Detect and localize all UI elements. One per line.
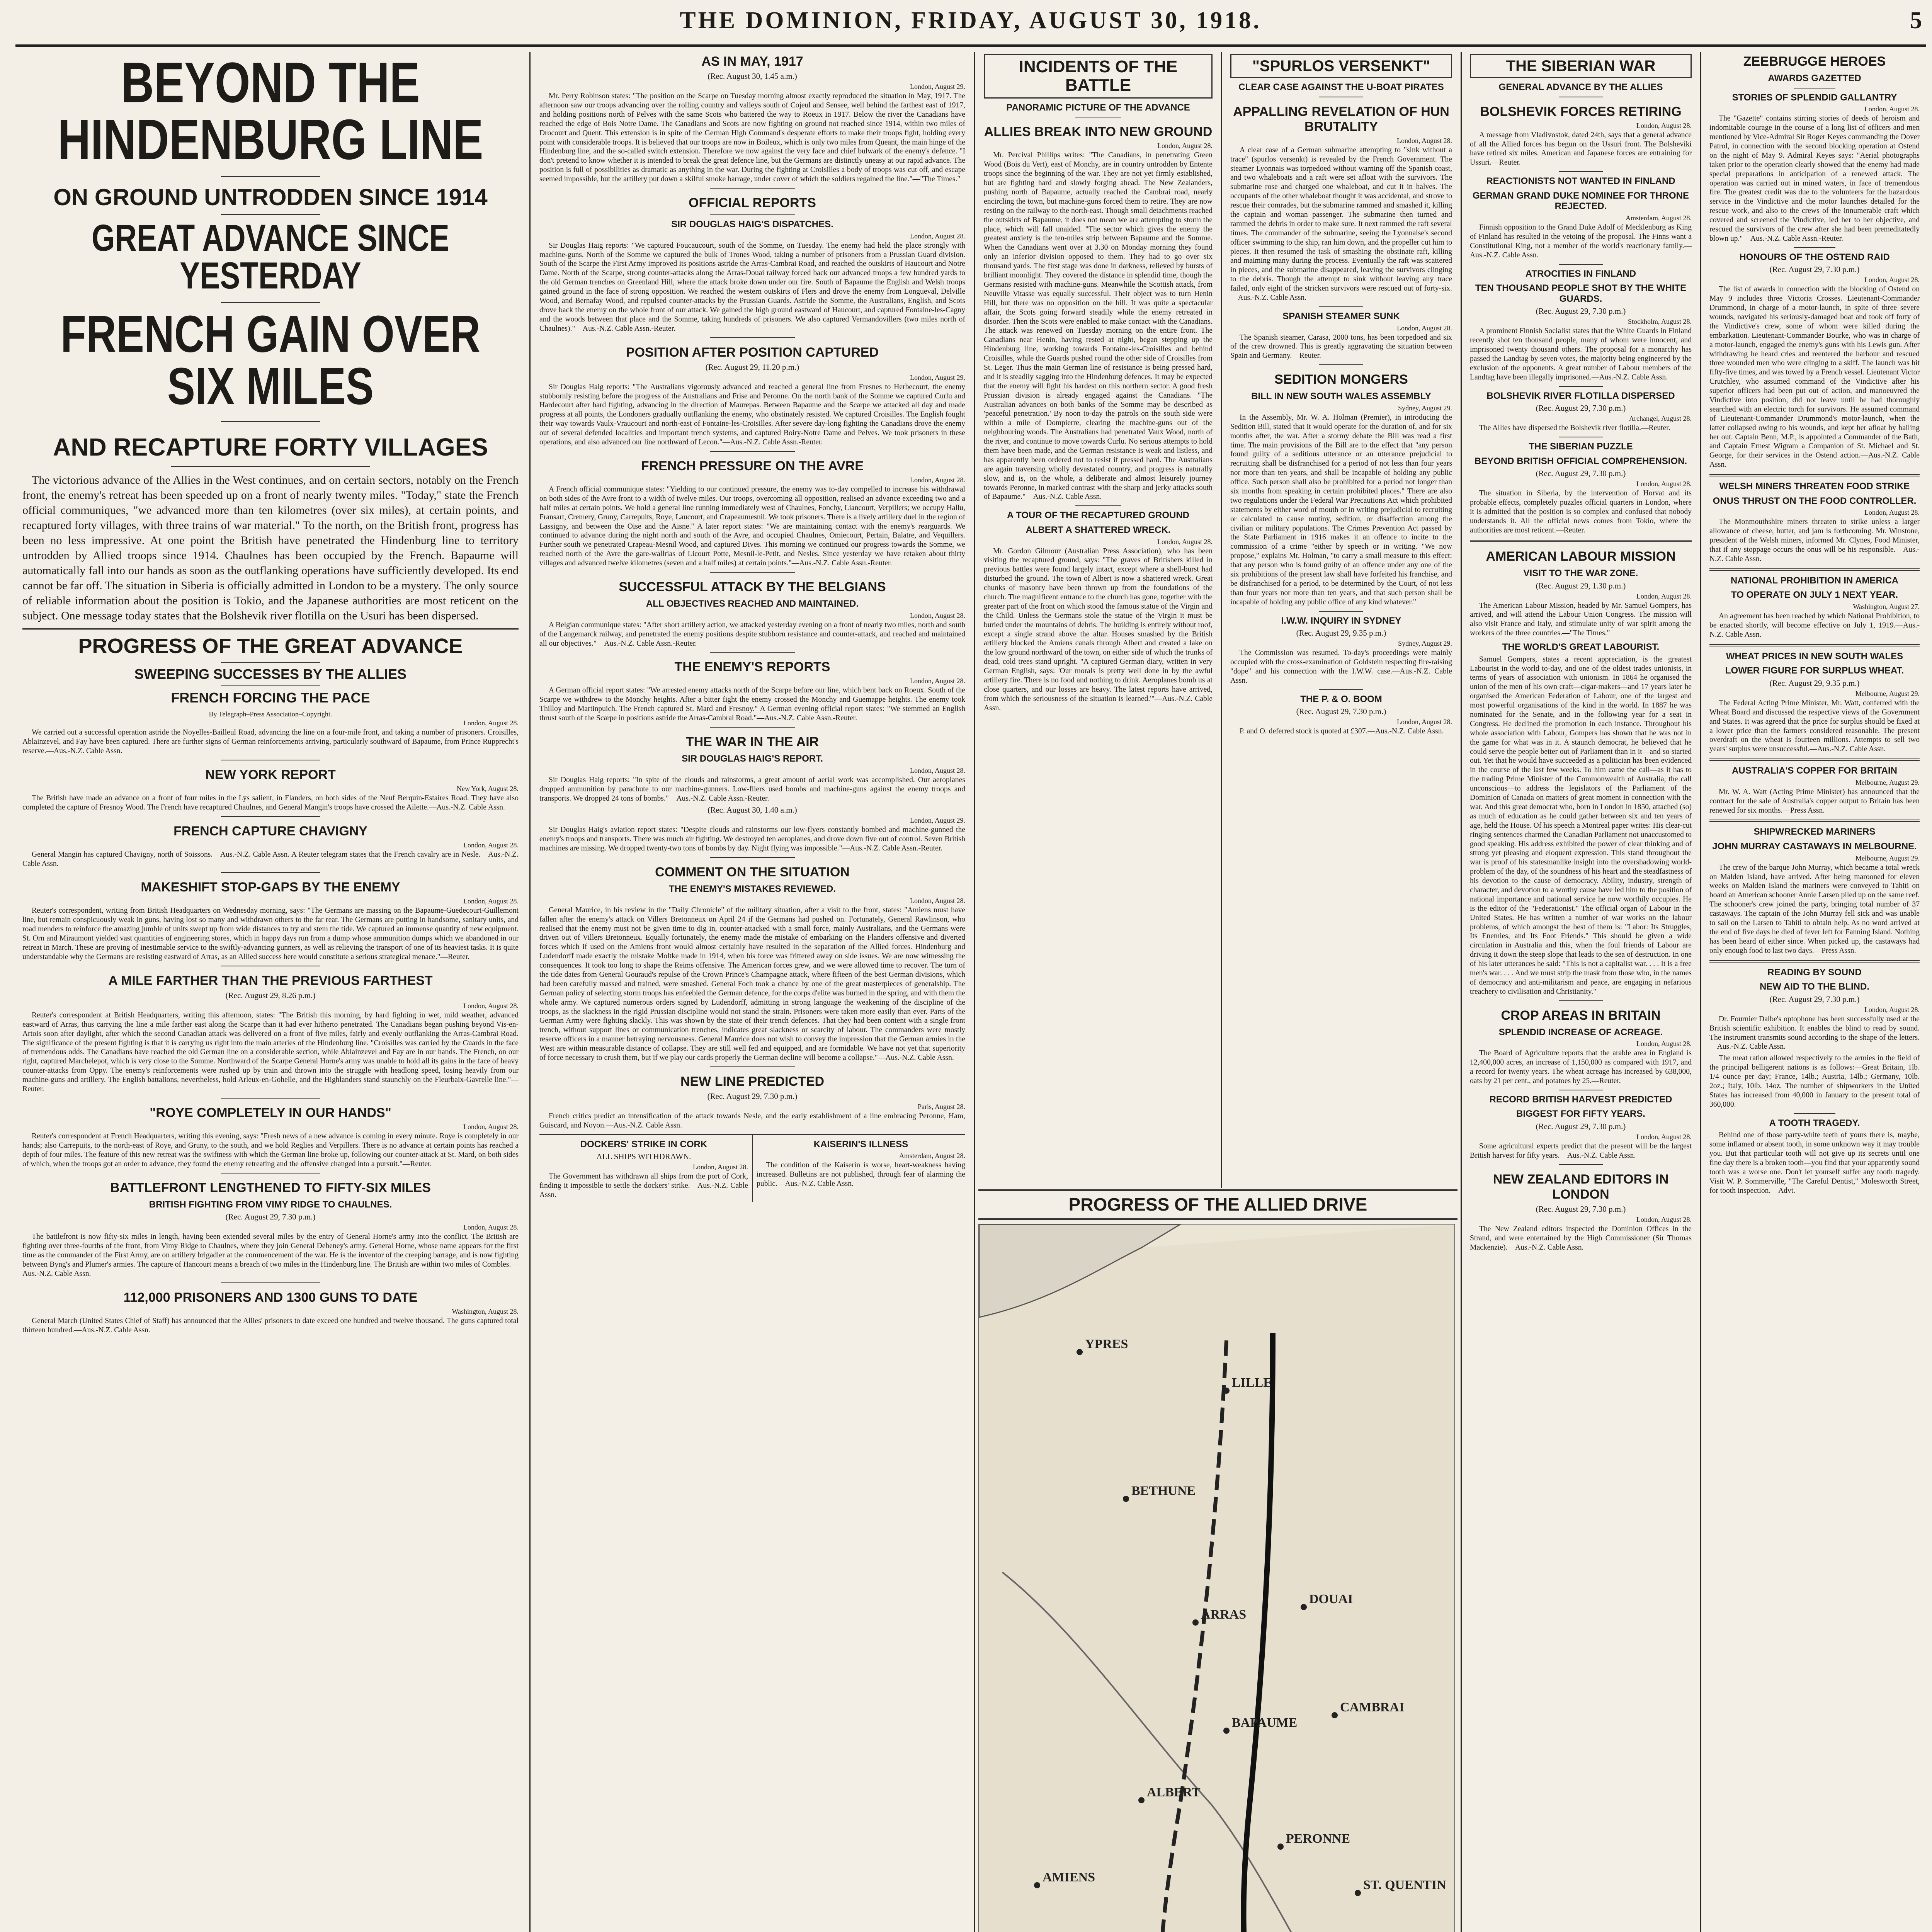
article-headline: DOCKERS' STRIKE IN CORK: [580, 1139, 707, 1150]
dateline: London, August 29.: [910, 373, 965, 381]
article-text: A German official report states: "We arrested enemy attacks north of the Scarpe before our line, which bent back on Roeux. South of the Scarpe we withdrew to the Monchy heights. After a bitter fight the enemy crossed the Monchy and Guemappe heights. The enemy took Thilloy and Martinpuich. The French captured St. Mard and Fresnoy." A German evening official report states: "We stemmed an English thrust south of the Scarpe in positions astride the Arras-Cambrai Road."—Aus.-N.Z. Cable Assn.-Reuter.: [539, 686, 965, 723]
article-headline: AUSTRALIA'S COPPER FOR BRITAIN: [1732, 765, 1897, 776]
received-time: (Rec. August 29, 7.30 p.m.): [225, 1212, 316, 1222]
divider: [1794, 1113, 1836, 1114]
article-subhead: BEYOND BRITISH OFFICIAL COMPREHENSION.: [1474, 456, 1687, 466]
divider: [221, 214, 320, 215]
divider: [1319, 611, 1364, 612]
article-text: A Belgian communique states: "After short artillery action, we attacked yesterday evening on a front of nearly two miles, north and south of the Langemarck railway, and penetrated the enemy positions despite stubborn resistance and counter-attack, and reached and maintained all our objectives."—Aus.-N.Z. Cable Assn.-Reuter.: [539, 621, 965, 648]
article-text: The American Labour Mission, headed by Mr. Samuel Gompers, has arrived, and will attend the Labour Union Congress. The mission will also visit France and Italy, and stimulate unity of war spirit among the workers of the three countries.—"The Times.": [1470, 601, 1692, 638]
column-rule: [1221, 52, 1222, 1188]
header-box: [984, 54, 1213, 99]
article-headline: BOLSHEVIK RIVER FLOTILLA DISPERSED: [1486, 390, 1675, 401]
divider: [221, 816, 320, 817]
town-marker: [1138, 1797, 1145, 1803]
article-headline: FRENCH PRESSURE ON THE AVRE: [641, 458, 864, 473]
article-text: The Government has withdrawn all ships from the port of Cork, finding it impossible to settle the dockers' strike.—Aus.-N.Z. Cable Assn.: [539, 1172, 748, 1199]
article-text: A prominent Finnish Socialist states that the White Guards in Finland recently shot ten thousand people, many of whom were innocent, and imprisoned twenty thousand others. The proposal for a monarchy has passed the Landtag by seven votes, the majority being engineered by the exclusion of the opponents. A great number of Labour members of the Landtag have been illegally imprisoned.—Aus.-N.Z. Cable Assn.: [1470, 327, 1692, 381]
advertisement-text: Behind one of those party-white teeth of yours there is, maybe, some inflamed or absent tooth, in some unknown way it may trouble you. But that particular tooth will not give up its secrets until one fine day there is a broken tooth—you find that your apparently sound tooth was a worse one. Don't let yourself suffer any tooth tragedy. Visit W. P. Sommerville, "The Careful Dentist," Molesworth Street, for tooth inspection.—Advt.: [1709, 1131, 1920, 1195]
article-subhead: THE ENEMY'S MISTAKES REVIEWED.: [669, 884, 836, 895]
article-text: The battlefront is now fifty-six miles in length, having been extended several miles by the entry of General Horne's army into the conflict. The British are fighting over three-fourths of the front, from Vimy Ridge to Chaulnes, where they join General Debeney's army. General Horne, whose name appears for the first time as the commander of the First Army, are on artillery brigadier at the commencement of the war. He is the inventor of the creeping barrage, and is now fighting between Byng's and Plumer's armies. The capture of Hancourt means a breach of two miles in the Hindenburg line. The British are within two miles of Combles.—Aus.-N.Z. Cable Assn.: [22, 1233, 519, 1278]
received-time: (Rec. August 29, 11.20 p.m.): [705, 362, 799, 372]
town-marker: [1301, 1604, 1307, 1610]
divider: [1709, 474, 1920, 476]
article-text: The Monmouthshire miners threaten to strike unless a larger allowance of cheese, butter, and jam is forthcoming. Mr. Winstone, president of the Welsh miners, informed Mr. Clynes, Food Minister, that if any stoppage occurs the onus will be his responsible.—Aus.-N.Z. Cable Assn.: [1709, 518, 1920, 563]
article-text: The Spanish steamer, Carasa, 2000 tons, has been torpedoed and six of the crew drowned. This is greatly aggravating the situation between Spain and Germany.—Reuter.: [1230, 333, 1452, 360]
divider: [710, 857, 795, 858]
dateline: London, August 28.: [1636, 1040, 1692, 1048]
article-text: The "Gazette" contains stirring stories of deeds of heroism and indomitable courage in the course of a long list of officers and men mentioned by Vice-Admiral Sir Roger Keyes commanding the Dover Patrol, in connection with the second blocking operation at Ostend on the night of May 9. Admiral Keyes says: "Aerial photographs taken prior to the operation clearly showed that the enemy had made special preparations in anticipation of a renewed attack. The operation was carried out in mined waters, in face of tremendous fire. The greatest credit was due to the volunteers for the hazardous service in the Vindictive and the motor launches detailed for the rescue work, and also to the crews of the innumerable craft which covered and screened the Vindictive, led her to her objective, and rescued the survivors of the crew after she had been premeditatedly blown up."—Aus.-N.Z. Cable Assn.-Reuter.: [1709, 114, 1920, 243]
section-headline: PROGRESS OF THE GREAT ADVANCE: [78, 634, 463, 658]
article-headline: POSITION AFTER POSITION CAPTURED: [626, 345, 879, 360]
dateline: Stockholm, August 28.: [1628, 318, 1692, 326]
dateline: London, August 28.: [1396, 136, 1452, 145]
dateline: London, August 28.: [463, 1123, 519, 1131]
divider: [1559, 264, 1603, 265]
article-text: The Board of Agriculture reports that the arable area in England is 12,400,000 acres, an increase of 1,150,000 as compared with 1917, and a record for twenty years. The wheat acreage has increased by 638,000, oats by 21 per cent., and potatoes by 25.—Reuter.: [1470, 1049, 1692, 1085]
article-headline: AS IN MAY, 1917: [701, 54, 803, 69]
received-time: (Rec. August 29, 7.30 p.m.): [1536, 403, 1626, 413]
town-label: LILLE: [1232, 1375, 1272, 1390]
article-subhead: LOWER FIGURE FOR SURPLUS WHEAT.: [1725, 665, 1904, 676]
divider: [710, 1066, 795, 1067]
article-headline: OFFICIAL REPORTS: [689, 196, 816, 210]
divider: [221, 685, 320, 686]
town-marker: [1034, 1882, 1040, 1888]
article-headline: NEW LINE PREDICTED: [680, 1074, 825, 1089]
article-headline: AMERICAN LABOUR MISSION: [1486, 549, 1676, 564]
article-headline: SPANISH STEAMER SUNK: [1282, 311, 1400, 321]
article-text: Samuel Gompers, states a recent appreciation, is the greatest Labourist in the world to-day, and one of the oldest trades unionists, in terms of years of association with unionism. In 1864 he organised the union of the men of his own craft—cigar-makers—and 17 years later he organised the American Federation of Labour, one of the largest and most powerful organisations of the kind in the world. In 1887 he was nominated for the Senate, and in the following year for a seat in Congress. He declined the promotion in each instance. Throughout his whole association with Labour, Gompers has shown that he was not in the game for what was in it. A staunch democrat, he believed that he could serve the people better out of Parliament than in it—and so started out. Yet that he would have succeeded as a politician has been evidenced in the course of the last few weeks. To him came the call—as it has to the trading Prime Minister of the Commonwealth of Australia, the call unconscious—to address the legislators of the Parliament of the Dominion of Canada on matters of great moment in connection with the war. And this great democrat who, born in London in 1850, attached (so) as much of education as he could gather between six and ten years of age, held the House. Of his speech a Montreal paper writes: His clear-cut ringing sentences charmed the Canadian Parliament not unaccustomed to good speaking. His address exhibited the power of clear thinking and of strong yet pleasing and eloquent expression. This stand throughout the war is proof of his statesmanlike insight into the overshadowing world-problem of the day, of the soundness of his heart and the steadfastness of his devotion to the cause of democracy. Ability, industry, strength of character, and devotion to a worthy cause have led him to the position of national importance and national service he now worthily occupies. He is the editor of the "Federationist." The official organ of Labour in the United States. He has written a number of war works on the labour problems, of which amongst the best of them is: "Labor: Its Struggles, Its Enemies, and Its Foot Friends." This should be given a wide circulation in Australia and this, when the foul friends of Labour are driving it down the steep slope that leads to the sea of destruction. In one of his later utterances he said: "This is not a capitalist war. . . . It is a free men's war. . . . And we must strip the mask from those who, in the names of democracy and anti-militarism and peace, are engaging in nefarious treachery to civilisation and Christianity.": [1470, 655, 1692, 996]
dateline: London, August 28.: [463, 1223, 519, 1231]
received-time: (Rec. August 29, 9.35 p.m.): [1296, 628, 1386, 638]
dateline: London, August 28.: [1864, 105, 1920, 113]
article-text: Mr. Perry Robinson states: "The position on the Scarpe on Tuesday morning almost exactly reproduced the situation in May, 1917. The afternoon saw our troops advancing over the rolling country and valleys south of Cojeul and Sensee, well behind the farthest east of 1917, and holding positions north of Pelves with the same Scots who battered the way to Roeux in 1917. Below the river the Canadians have reached the edge of Bois Notre Dame. The Canadians and Scots are now fighting on ground not reached since 1914, within two miles of Drocourt and Quent. This extension is in spite of the German High Command's desperate efforts to make their troops fight, holding every point with considerable troops. It is believed that our troops are now in Boileux, which is only two miles from Queant, the main hinge of the Hindenburg line, and the so-called switch extension. Therefore we now against the very face and chief bulwark of the enemy's defence. "I don't pretend to know whether it is intended to break the great defence line, but the Germans are distinctly uneasy at our rapid advance. The position is full of possibilities as dramatic as anything in the war. During the fighting at Croisilles a body of troops was cut off, and escape seemed impossible, but the artillery put down a skilful smoke barrage, under cover of which the soldiers regained the line."—"The Times.": [539, 92, 965, 184]
article-headline: NEW YORK REPORT: [205, 767, 336, 782]
dateline: London, August 28.: [692, 1163, 748, 1171]
dateline: London, August 28.: [1157, 142, 1213, 150]
town-marker: [1223, 1728, 1230, 1734]
map-terrain: [979, 1225, 1454, 1932]
divider: [221, 662, 320, 663]
divider: [221, 1282, 320, 1283]
article-subhead: JOHN MURRAY CASTAWAYS IN MELBOURNE.: [1712, 841, 1917, 852]
bottom-split: [539, 1134, 965, 1202]
received-time: (Rec. August 29, 7.30 p.m.): [1536, 1204, 1626, 1214]
town-label: AMIENS: [1043, 1870, 1095, 1884]
dateline: London, August 28.: [463, 1002, 519, 1010]
kaiserin-article: [753, 1135, 965, 1202]
article-text: Mr. W. A. Watt (Acting Prime Minister) has announced that the contract for the sale of Australia's copper output to Britain has been renewed for six months.—Press Assn.: [1709, 787, 1920, 815]
article-text: Finnish opposition to the Grand Duke Adolf of Mecklenburg as King of Finland has resulted in the vetoing of the proposal. The Finns want a Constitutional King, not a member of the world's reactionary family.—Aus.-N.Z. Cable Assn.: [1470, 223, 1692, 259]
article-headline: CROP AREAS IN BRITAIN: [1501, 1008, 1661, 1023]
column-rule: [529, 52, 531, 1932]
dateline: London, August 28.: [1636, 1216, 1692, 1224]
divider: [710, 337, 795, 338]
article-text: Reuter's correspondent at British Headquarters, writing this afternoon, states: "The British this morning, by hard fighting in wet, mild weather, advanced eastward of Arras, thus carrying the line a mile farther east along the Scarpe than it had ever hitherto penetrated. The Canadians began pushing beyond Vis-en-Artois soon after daylight, after which the second Canadian attack was delivered on a front of five miles, fairly and evenly outflanking the Arras-Cambrai Road. The significance of the present fighting is that it is carrying us right into the main arteries of the Hindenburg line. "Croisilles was carried by the Guards in the face of tremendous odds. The Canadians have reached the old German line on a considerable section, while Ablainzevel and Fay are in our hands. The French, on our right, captured Marchelepot, which is very close to the Somme. Northward of the Scarpe General Horne's army was unable to hold all its gains in the face of heavy counter-attacks from Oppy. The enemy's reinforcements were rushed up by train and thrown into the struggle with headlong speed, losing heavily from our machine-guns and artillery. The English battalions, nevertheless, hold Arleux-en-Gohelle, and the Highlanders stand staunchly on the Fleurbaix-Gavrelle line."—Reuter.: [22, 1011, 519, 1094]
article-headline: FRENCH CAPTURE CHAVIGNY: [173, 823, 367, 838]
received-time: (Rec. August 29, 7.30 p.m.): [707, 1092, 798, 1101]
article-subhead: BRITISH FIGHTING FROM VIMY RIDGE TO CHAULNES.: [149, 1199, 392, 1210]
divider: [1709, 960, 1920, 963]
lead-paragraph: [22, 473, 519, 623]
dateline: London, August 28.: [1396, 324, 1452, 332]
article-text: General Maurice, in his review in the "Daily Chronicle" of the military situation, after a visit to the front, states: "Amiens must have fallen after the enemy's attack on Villers Bretonneux on April 24 if the Germans had pushed on. Fortunately, General Rawlinson, who realised that the enemy must not be given time to dig in, counter-attacked with a small force, mainly Australians, and the Germans were driven out of Villers Bretonneux. Equally fortunately, the enemy made the mistake of embarking on the Flanders offensive and diverted forces which if used on the Amiens front would almost certainly have resulted in the separation of the Allied forces. Hindenburg and Ludendorff made exactly the mistake Moltke made in 1914, when his force was frittered away on side issues. We are now witnessing the consequences. It took too long to shape the Reims offensive. The American forces grew, and we were allowed time to recover. The turn of the tide dates from General Gouraud's repulse of the Crown Prince's Champagne attack, where fifteen of the best German divisions, which had been carefully massed and trained, were smashed. General Foch took a chance by one of the great masterpieces of generalship. The German policy of selecting storm troops has enfeebled the German defence, for the corps d'elite was burned in the spring, and with them the whole army. We captured numerous orders signed by Ludendorff, admitting in strong language the weakening of the discipline of the troops, as the slackness in the rigid Prussian discipline would not stand the strain. Prisoners were taken more easily than ever. Parts of the German Army were fighting slackly. This was shown by the state of their trench defences. That they had been content with a single front trench, without support lines or communication trenches, indicates great slackness or scarcity of labour. The commanders were mostly reserve officers in a manner betraying nervousness. General Maurice does not wish to convey the impression that the German armies in the West are within measurable distance of collapse. They are still well fed and equipped, and are formidable. We have not yet that superiority of force necessary to crush them, but if we play our cards properly the German decline will become a collapse."—Aus.-N.Z. Cable Assn.: [539, 906, 965, 1062]
dateline: London, August 28.: [463, 841, 519, 849]
article-subhead: TO OPERATE ON JULY 1 NEXT YEAR.: [1731, 590, 1898, 600]
article-text: A French official communique states: "Yielding to our continued pressure, the enemy was to-day compelled to increase his withdrawal on both sides of the Avre front to a width of twelve miles. Our troops, overcoming all opposition, realised an advance exceeding two and a half miles at certain points. We hold a general line running immediately west of Chaulnes, Fonchy, Liancourt, Verpillers; we occupy Hallu, Fransart, Cremery, Gruny, Carrepuits, Roye, Laucourt, and Crapeaumesnil. We took prisoners. There is a lively artillery duel in the region of Lassigny, and between the Oise and the Aisne." A later report states: "We are maintaining contact with the enemy's rearguards. We continued to advance during the night north and south of the Avre, and occupied Chaulnes, Omiecourt, Pertain, Balatre, and Vequillers. Further south we penetrated Crapeau-Mesnil Wood, and captured Dives. This morning we continued our progress towards the Somme, we reached north of the Avre the gare-wallrias of Licourt Potte, Mesnil-le-Petit, and Nesles. Since yesterday we have retaken about thirty villages and advanced twelve kilometres (seven and a half miles) at certain points."—Aus.-N.Z. Cable Assn.-Reuter.: [539, 485, 965, 568]
article-headline: THE SIBERIAN PUZZLE: [1529, 441, 1633, 452]
divider: [710, 214, 795, 215]
town-marker: [1077, 1349, 1083, 1355]
article-subhead: STORIES OF SPLENDID GALLANTRY: [1732, 92, 1897, 103]
dateline: London, August 28.: [910, 611, 965, 619]
article-headline: THE WAR IN THE AIR: [685, 735, 819, 750]
received-time: (Rec. August 29, 8.26 p.m.): [225, 990, 316, 1000]
article-text: A message from Vladivostok, dated 24th, says that a general advance of all the Allied forces has begun on the Ussuri front. The Bolsheviki have retired six miles. American and Japanese forces are entraining for Ussuri.—Reuter.: [1470, 131, 1692, 167]
article-text: A clear case of a German submarine attempting to "sink without a trace" (spurlos versenkt) is revealed by the French Government. The steamer Lyonnais was torpedoed without warning off the Spanish coast, and two whaleboats and a raft were set afloat with the survivors. The submarine rose and charged one whaleboat, and cut it in halves. The occupants of the other whaleboat thought it was accidental, and strove to rescue their comrades, but the submarine rammed and smashed it, killing the captain and woman passenger. The submarine then turned and rammed the debris in order to make sure. It next rammed the raft several times. The commander of the submarine, seeing the Lyonnaise's second officer swimming to the ship, ran him down, and the propeller cut him to pieces. It then resumed the task of smashing the obstinate raft, killing and maiming many during the process. Eventually the raft was scattered in pieces, and the submarine disappeared, leaving the survivors clinging to the debris. Though the attempt to sink without leaving any trace failed, only eight of the stricken survivors were rescued out of forty-six.—Aus.-N.Z. Cable Assn.: [1230, 146, 1452, 302]
article-headline: WELSH MINERS THREATEN FOOD STRIKE: [1719, 481, 1910, 492]
article-headline: WHEAT PRICES IN NEW SOUTH WALES: [1726, 651, 1903, 662]
column-4: [1223, 54, 1459, 1186]
article-text: Some agricultural experts predict that the present will be the largest British harvest for fifty years.—Aus.-N.Z. Cable Assn.: [1470, 1142, 1692, 1160]
article-subhead: GERMAN GRAND DUKE NOMINEE FOR THRONE REJECTED.: [1472, 190, 1689, 212]
article-subhead: ALL SHIPS WITHDRAWN.: [596, 1152, 691, 1162]
article-subhead: ONUS THRUST ON THE FOOD CONTROLLER.: [1713, 495, 1917, 506]
received-time: (Rec. August 29, 7.30 p.m.): [1769, 994, 1860, 1004]
article-text: Sir Douglas Haig reports: "We captured Foucaucourt, south of the Somme, on Tuesday. The enemy had held the place strongly with machine-guns. North of the Somme we captured the bulk of Trones Wood, taking a number of prisoners from a Prussian Guard division. South of the Scarpe the First Army improved its positions astride the Arras-Cambrai Road, and reached the outskirts of Haucourt and Notre Dame. North of the Scarpe, strong counter-attacks along the Arras-Douai railway forced back our advanced troops a few hundred yards to the old German trenches on Greenland Hill, where the attack broke down under our fire. South of Bapaume the English and Welsh troops gained ground in the face of strong opposition. We reached the western outskirts of Flers and drove the enemy from Longueval, Delville Wood, and Bernafay Wood, and repulsed counter-attacks by the Prussian Guards. Astride the Somme, the Australians, English, and Scots drove back the enemy on the whole front of our attack. We gained the high ground eastward of Haucourt, and captured Fontaine-les-Cagny and the woods between that place and the Somme, taking hundreds of prisoners. We also captured Vermandovillers (two miles north of Chaulnes)."—Aus.-N.Z. Cable Assn.-Reuter.: [539, 241, 965, 333]
column-1: [15, 54, 526, 1932]
divider: [710, 188, 795, 189]
article-subhead: SIR DOUGLAS HAIG'S DISPATCHES.: [671, 219, 833, 230]
divider: [1559, 1164, 1603, 1165]
article-headline: A MILE FARTHER THAN THE PREVIOUS FARTHEST: [108, 973, 433, 988]
headline-2: ON GROUND UNTRODDEN SINCE 1914: [53, 184, 488, 210]
headline-3: GREAT ADVANCE SINCE YESTERDAY: [92, 216, 449, 297]
article-text: The Allies have dispersed the Bolshevik river flotilla.—Reuter.: [1479, 424, 1670, 432]
divider: [1559, 386, 1603, 387]
received-time: (Rec. August 29, 7.30 p.m.): [1769, 265, 1860, 274]
divider: [171, 466, 370, 467]
town-marker: [1332, 1712, 1338, 1718]
dateline: London, August 28.: [1636, 592, 1692, 600]
subhead: SWEEPING SUCCESSES BY THE ALLIES: [134, 666, 407, 682]
article-subhead: SIR DOUGLAS HAIG'S REPORT.: [682, 753, 823, 764]
map-block: [978, 1189, 1458, 1932]
article-subhead: BOLSHEVIK FORCES RETIRING: [1480, 104, 1682, 119]
article-text: The Federal Acting Prime Minister, Mr. Watt, conferred with the Wheat Board and discussed the respective views of the Government and States. It was agreed that the price for surplus should be fixed at a lower price than the farmers considered reasonable. The present overdraft on the wheat is fourteen millions. Attempts to sell two years' surplus were unsuccessful.—Aus.-N.Z. Cable Assn.: [1709, 699, 1920, 753]
article-headline: BATTLEFRONT LENGTHENED TO FIFTY-SIX MILES: [110, 1180, 431, 1195]
received-time: (Rec. August 29, 7.30 p.m.): [1536, 306, 1626, 316]
dateline: New York, August 28.: [456, 784, 519, 793]
article-headline: SEDITION MONGERS: [1274, 372, 1408, 387]
divider: [1709, 820, 1920, 822]
dateline: London, August 28.: [463, 897, 519, 905]
town-marker: [1123, 1496, 1129, 1502]
article-text: An agreement has been reached by which National Prohibition, to be enacted shortly, will become effective on July 1, 1919.—Aus.-N.Z. Cable Assn.: [1709, 612, 1920, 639]
column-5: [1463, 54, 1699, 1932]
town-marker: [1355, 1890, 1361, 1896]
dockers-article: [539, 1135, 753, 1202]
divider: [710, 727, 795, 728]
dateline: London, August 28.: [1636, 121, 1692, 129]
dateline: Sydney, August 29.: [1398, 404, 1452, 412]
article-text: French critics predict an intensification of the attack towards Nesle, and the early establishment of a line embracing Peronne, Ham, Guiscard, and Noyon.—Aus.-N.Z. Cable Assn.: [539, 1112, 965, 1129]
article-headline: RECORD BRITISH HARVEST PREDICTED: [1489, 1094, 1672, 1105]
article-headline: THE ENEMY'S REPORTS: [674, 660, 830, 675]
dateline: London, August 28.: [910, 677, 965, 685]
article-text: The British have made an advance on a front of four miles in the Lys salient, in Flanders, on both sides of the Neuf Berquin-Estaires Road. They have also completed the capture of Fresnoy Wood. The French have recaptured Chaulnes, and General Mangin's troops have crossed the Ailette.—Aus.-N.Z. Cable Assn.: [22, 794, 519, 811]
map-title-bar: [978, 1189, 1458, 1220]
article-subhead: APPALLING REVELATION OF HUN BRUTALITY: [1233, 104, 1449, 134]
article-subhead: SPLENDID INCREASE OF ACREAGE.: [1498, 1027, 1663, 1037]
divider: [1319, 364, 1364, 365]
divider: [221, 302, 320, 303]
received-time: (Rec. August 30, 1.45 a.m.): [707, 71, 797, 81]
town-label: DOUAI: [1309, 1592, 1353, 1606]
dateline: London, August 28.: [1636, 480, 1692, 488]
divider: [1709, 644, 1920, 646]
headline-4: FRENCH GAIN OVER SIX MILES: [60, 304, 481, 415]
divider: [1794, 247, 1836, 248]
divider: [221, 176, 320, 177]
article-text: P. and O. deferred stock is quoted at £307.—Aus.-N.Z. Cable Assn.: [1240, 727, 1444, 736]
dateline: Paris, August 28.: [917, 1103, 965, 1111]
divider: [710, 451, 795, 452]
article-text: We carried out a successful operation astride the Noyelles-Bailleul Road, advancing the line on a four-mile front, and taking a number of prisoners. Croisilles, Ablainzevel, and Fay have been captured. There are further signs of German reinforcements arriving, particularly southward of Bapaume, from Prince Rupprecht's reserve.—Aus.-N.Z. Cable Assn.: [22, 728, 519, 755]
article-headline: SHIPWRECKED MARINERS: [1753, 827, 1876, 837]
column-rule: [974, 52, 975, 1932]
town-label: PERONNE: [1286, 1831, 1350, 1846]
dateline: London, August 29.: [910, 83, 965, 91]
article-text: In the Assembly, Mr. W. A. Holman (Premier), in introducing the Sedition Bill, stated that it would operate for the duration of, and for six months after, the war. After a stormy debate the Bill was read a first time. The main provisions of the Bill are to the effect that "any person found guilty of a seditious utterance or an utterance prejudicial to recruiting shall be disfranchised for a period of not less than four years nor more than ten years, and shall be incapable of holding any public office. Such person shall also be prohibited for a period not longer than six months from speaking in certain prohibited places." There are also two regulations under the Federal War Precautions Act which prohibited statements by either word of mouth or in writing prejudicial to recruiting or calculated to cause mutiny, sedition, or disaffection among the civilian or military populations. The Crimes Prevention Act passed by the State Parliament in 1916 makes it an offence to incite to the commission of a crime "either by speech or in writing. "We now propose," explains Mr. Holman, "to carry a small measure to this effect: that any person who is found guilty of an offence under any one of the six prohibitions of the present law shall have forfeited his franchise, and be disfranchised for a period, to be determined by the Court, of not less than four years nor more than ten years, and that such person shall be incapable of holding any public office of any kind whatever.": [1230, 413, 1452, 606]
article-text: The list of awards in connection with the blocking of Ostend on May 9 includes three Victoria Crosses. Lieutenant-Commander Drummond, in charge of a motor-launch, in spite of three severe wounds, navigated his seriously-damaged boat and took off forty of the Vindictive's crew, some of whom were killed during the embarkation. Lieutenant-Commander Bourke, who was in charge of a motor-launch, engaged the enemy's guns with his Lewis gun. After withdrawing he heard cries and reentered the harbour and rescued three wounded men who were clinging to a skiff. The launch was hit fifty-five times, and was towed by a French vessel. Lieutenant Victor Crutchley, who assumed command of the Vindictive after his superior officers had been put out of action, and manoeuvred the Vindictive into position, did not leave until he had thoroughly searched with an electric torch for survivors. He assumed command of Lieutenant-Commander Drummond's motor-launch, when the latter collapsed owing to his wounds, and kept her afloat by bailing her out. Captain Benn, M.P., is appointed a Commander of the Bath, and Captain Ernest Wigram a Companion of St. Michael and St. George, for their services in the Ostend action.—Aus.-N.Z. Cable Assn.: [1709, 285, 1920, 469]
article-text: Dr. Fournier Dalbe's optophone has been successfully used at the British scientific exhibition. It enables the blind to read by sound. The instrument transmits sound according to the shape of the letters.—Aus.-N.Z. Cable Assn.: [1709, 1015, 1920, 1051]
received-time: (Rec. August 29, 9.35 p.m.): [1769, 678, 1860, 688]
article-headline: 112,000 PRISONERS AND 1300 GUNS TO DATE: [123, 1290, 418, 1305]
masthead: [15, 0, 1926, 47]
article-subhead: ALL OBJECTIVES REACHED AND MAINTAINED.: [646, 599, 859, 609]
town-label: CAMBRAI: [1340, 1700, 1405, 1714]
allied-drive-map: [978, 1224, 1455, 1932]
article-headline: NATIONAL PROHIBITION IN AMERICA: [1730, 575, 1899, 586]
dateline: Archangel, August 28.: [1629, 415, 1692, 423]
dateline: London, August 28.: [1864, 276, 1920, 284]
received-time: (Rec. August 29, 7.30 p.m.): [1536, 1122, 1626, 1131]
article-headline: "ROYE COMPLETELY IN OUR HANDS": [150, 1105, 391, 1120]
town-marker: [1192, 1619, 1199, 1626]
page-number: 5: [1910, 7, 1922, 34]
article-text: General March (United States Chief of Staff) has announced that the Allies' prisoners to date exceed one hundred and twelve thousand. The guns captured total thirteen hundred.—Aus.-N.Z. Cable Assn.: [22, 1316, 519, 1334]
article-headline: KAISERIN'S ILLNESS: [813, 1139, 908, 1150]
land-mass: [979, 1225, 1454, 1932]
lead-text: The victorious advance of the Allies in the West continues, and on certain sectors, notably on the French front, the enemy's retreat has been speeded up on a front of nearly twenty miles. "Today," state the French official communiques, "we advanced more than ten kilometres (over six miles), at certain points, and recaptured forty villages, with three trains of war material." To the north, on the British front, progress has been no less impressive. At one point the British have penetrated the Hindenburg line to territory untrodden by Allied troops since 1914. Chaulnes has been occupied by the French. Bapaume will automatically fall into our hands as soon as the outflanking operations have sufficiently developed. Its end cannot be far off. The situation in Siberia is officially admitted in London to be a mystery. The only source of reliable information about the position is Tokio, and the Japanese authorities are most reticent on the subject. One message today states that the Bolshevik river flotilla on the Usuri has been dispersed.: [22, 474, 519, 622]
map-title: PROGRESS OF THE ALLIED DRIVE: [1068, 1194, 1367, 1214]
divider: [1075, 505, 1121, 506]
divider: [1319, 306, 1364, 307]
article-headline: "SPURLOS VERSENKT": [1252, 58, 1430, 75]
dateline: London, August 28.: [910, 476, 965, 484]
article-text: The Commission was resumed. To-day's proceedings were mainly occupied with the cross-examination of Goldstein respecting fire-raising "dope" and his connection with the I.W.W. case.—Aus.-N.Z. Cable Assn.: [1230, 649, 1452, 685]
article-subhead: CLEAR CASE AGAINST THE U-BOAT PIRATES: [1238, 82, 1444, 92]
headline-5: AND RECAPTURE FORTY VILLAGES: [53, 433, 488, 461]
article-headline: A TOOTH TRAGEDY.: [1769, 1117, 1860, 1128]
dateline: Melbourne, August 29.: [1855, 689, 1920, 697]
article-text: Sir Douglas Haig's aviation report states: "Despite clouds and rainstorms our low-flyers constantly bombed and machine-gunned the enemy's troops and transports. There was much air fighting. We destroyed ten aeroplanes, and drove down five out of control. Seven British machines are missing. We dropped twenty-two tons of bombs by day. Night flying was impossible."—Aus.-N.Z. Cable Assn.-Reuter.: [539, 826, 965, 853]
column-rule: [1461, 52, 1462, 1932]
town-label: YPRES: [1085, 1337, 1128, 1351]
dateline: London, August 28.: [1396, 718, 1452, 726]
byline: By Telegraph–Press Association–Copyright.: [209, 710, 332, 718]
article-subhead: ALBERT A SHATTERED WRECK.: [1026, 524, 1171, 535]
article-subhead: VISIT TO THE WAR ZONE.: [1523, 568, 1638, 578]
article-subhead: BILL IN NEW SOUTH WALES ASSEMBLY: [1251, 391, 1431, 402]
article-text: The situation in Siberia, by the intervention of Horvat and its probable effects, completely puzzles official quarters in London, where it is admitted that the position is so complex and confused that nobody understands it. All the official news comes from Tokio, where the authorities are most reticent.—Reuter.: [1470, 489, 1692, 534]
article-subhead: THE WORLD'S GREAT LABOURIST.: [1502, 642, 1660, 653]
article-text: Mr. Gordon Gilmour (Australian Press Association), who has been visiting the recaptured ground, says: "The graves of Britishers killed in previous battles were found largely intact, except where a shell-burst had disturbed the ground. The town of Albert is now a shattered wreck. Great chunks of masonry have been thrown up from the foundations of the church. The magnificent entrance to the church has gone, together with the greater part of the front on which stood the famous statue of the Virgin and the Child. Unless the Germans stole the statue of the Virgin it must be buried under the mountains of debris. The building is entirely without roof, except a single strand above the altar. Houses smashed by the British artillery blocked the Amiens canals through Albert and created a lake on the low ground northward of the town, on either side of which the trunks of dead, cold trees stand upright. "A captured German diary, written in very German English, says: 'Our morals is pretty well done in by the awful artillery fire. There is no food and nothing to drink. Aeroplanes bomb us at close quarters, and our losses are heavy. The latest reports have arrived, from which the seriousness of the situation is learned.'"—Aus.-N.Z. Cable Assn.: [984, 547, 1213, 712]
dateline: London, August 28.: [1864, 1005, 1920, 1014]
dateline: London, August 28.: [910, 896, 965, 905]
dateline: Washington, August 27.: [1853, 602, 1920, 611]
article-text: General Mangin has captured Chavigny, north of Soissons.—Aus.-N.Z. Cable Assn. A Reuter telegram states that the French cavalry are in Nesle.—Aus.-N.Z. Cable Assn.: [22, 850, 519, 868]
article-subhead: AWARDS GAZETTED: [1768, 73, 1861, 84]
column-rule: [1700, 52, 1701, 1932]
article-headline: NEW ZEALAND EDITORS IN LONDON: [1493, 1172, 1669, 1202]
article-headline: HONOURS OF THE OSTEND RAID: [1739, 252, 1890, 262]
article-headline: MAKESHIFT STOP-GAPS BY THE ENEMY: [141, 880, 400, 895]
dateline: Melbourne, August 29.: [1855, 778, 1920, 786]
article-headline: READING BY SOUND: [1767, 967, 1862, 978]
dateline: Amsterdam, August 28.: [899, 1152, 965, 1160]
dateline: London, August 29.: [910, 816, 965, 825]
received-time: (Rec. August 29, 7.30 p.m.): [1296, 707, 1386, 716]
column-2: [532, 54, 972, 1932]
article-text: Reuter's correspondent, writing from British Headquarters on Wednesday morning, says: "The Germans are massing on the Bapaume-Guedecourt-Guillemont line, but remain conspicuously weak in guns, having lost so many and withdrawn others to the far rear. The Germans are putting in handsome, sanitary units, and road menders to reinforce the amazing jumble of units swept up from wide distances to try and stem the tide. We captured an immense quantity of new equipment. St. Orn and Miraumont yielded vast quantities of engineering stores, which in happy days run from a dump whose ammunition dumps which we abandoned in our retreat in March. These are proving of inestimable service to the swiftly-advancing gunners, as well as relieving the transport of one of its heaviest tasks. It is quite understandable why the Germans are resisting eastward of Arras, as an Allied success here would constitute a serious strategical menace."—Reuter.: [22, 906, 519, 961]
divider: [1559, 1000, 1603, 1001]
divider: [221, 872, 320, 873]
article-text: Sir Douglas Haig reports: "In spite of the clouds and rainstorms, a great amount of aerial work was accomplished. Our aeroplanes dropped ammunition by parachute to our machine-gunners. Low-fliers used bombs and machine-guns against the enemy troops and transports. We dropped 24 tons of bombs."—Aus.-N.Z. Cable Assn.-Reuter.: [539, 776, 965, 803]
subhead: FRENCH FORCING THE PACE: [171, 690, 370, 706]
dateline: London, August 28.: [463, 719, 519, 727]
town-label: ST. QUENTIN: [1363, 1878, 1446, 1892]
article-headline: A TOUR OF THE RECAPTURED GROUND: [1007, 510, 1189, 521]
divider: [1319, 689, 1364, 690]
received-time: (Rec. August 29, 1.30 p.m.): [1536, 581, 1626, 590]
article-headline: INCIDENTS OF THE BATTLE: [1019, 57, 1178, 95]
divider: [710, 572, 795, 573]
town-label: BAPAUME: [1232, 1715, 1298, 1730]
article-subhead: TEN THOUSAND PEOPLE SHOT BY THE WHITE GUARDS.: [1475, 283, 1687, 304]
article-headline: THE SIBERIAN WAR: [1506, 58, 1656, 75]
article-subhead: NEW AID TO THE BLIND.: [1760, 981, 1869, 992]
column-3: [977, 54, 1219, 1186]
divider: [22, 628, 519, 630]
article-text: Reuter's correspondent at French Headquarters, writing this evening, says: "Fresh news of a new advance is coming in every minute. Roye is completely in our hands; also Carrepuits, to the north-east of Roye, and Gruny, to the south, and we hold Reglies and Verpillers. There is no advance at certain points has reached a depth of four miles. The feature of this new retreat was the swiftness with which the German line broke up, following our counter-attack at St. Mard, on both sides of which, when the troops got an order to advance, they found the enemy retreating and the offensive changed into a pursuit."—Reuter.: [22, 1132, 519, 1168]
article-subhead: GENERAL ADVANCE BY THE ALLIES: [1498, 82, 1663, 92]
dateline: Washington, August 28.: [452, 1307, 519, 1315]
divider: [1559, 171, 1603, 172]
article-text: Mr. Percival Phillips writes: "The Canadians, in penetrating Green Wood (Bois du Vert), east of Monchy, are in country untrodden by Entente troops since the beginning of the war. They are not yet firmly established, but are fighting hard and slowly forging ahead. The New Zealanders, pushing north of Bapaume, actually reached the Cambrai road, nearly encircling the town, but machine-guns forced them to retire. They are now resting on the railway to the north-east. Though small detachments reached the outskirts of Bapaume, it does not mean we are attempting to storm the place, which will fall unaided. "The sector which gives the enemy the greatest anxiety is the ten-miles strip between Bapaume and the Somme. When the Canadians went over at 3.30 on Monday morning they found only an inferior division opposed to them. They had to go over six thousand yards. The first stage was done in darkness, relieved by bursts of brilliant moonlight. They covered the distance in splendid time, though the Germans resisted with machine-guns. Meanwhile the Scottish attack, from Neuville Vitasse was equally successful. Their object was to turn Henin Hill, but there was no opposition on the hill. It was quite a spectacular affair, the Scots going forward steadily while the enemy retreated in disorder. Then the Scots were enabled to make contact with the Canadians. The attack was renewed on Tuesday morning on the entire front. The Canadians near Henin, having rested at night, began stepping up the Hindenburg line, working towards Fontaine-les-Croisilles and behind Croisilles, while the Guards pushed round the other side of Croisilles from St. Leger. Thus the main German line of resistance is being pressed hard, and it is steadily sagging into the Hindenburg defences. It may be expected that the enemy will fight his hardest on this northern sector. A good fresh Prussian division is already engaged against the Canadians. "The Australian advances on both banks of the Somme may be described as 'peaceful penetration.' By noon to-day the patrols on the south side were within a mile of Dompierre, clearing the machine-guns out of the neighbouring woods. The Australians had penetrated Vaux Wood, north of the river, and continue to move towards Curlu. No serious attempts to hold them have been made, and the German resistance is weak and listless, and has apparently been ordered not to resist if pressed hard. The Australians are again traversing wholly devastated country, and progress is naturally slow, and is, on the whole, a deliberate and almost leisurely journey towards Peronne, in marked contrast with the sharp and jerky attacks south of Bapaume."—Aus.-N.Z. Cable Assn.: [984, 151, 1213, 501]
article-subhead: PANORAMIC PICTURE OF THE ADVANCE: [1006, 102, 1190, 113]
header-box: [1470, 54, 1692, 78]
header-box: [1230, 54, 1452, 78]
town-marker: [1277, 1844, 1284, 1850]
divider: [1709, 568, 1920, 571]
dateline: London, August 28.: [910, 232, 965, 240]
town-label: ALBERT: [1147, 1785, 1201, 1799]
divider: [1709, 759, 1920, 761]
article-text: The crew of the barque John Murray, which became a total wreck on Malden Island, have arrived. After being marooned for eleven weeks on Malden Island the mariners were conveyed to Tahiti on board an American schooner Annie Larsen piled up on the same reef. The schooner's crew joined the party, bringing total number of 37 castaways. The captain of the John Murray fell sick and was unable to sail on the Larsen to Tahiti to obtain help. As no word arrived at the end of five days he died of fever left for Fanning Island. Nothing has been heard of either since. When picked up, the castaways had only enough food to last two days.—Press Assn.: [1709, 863, 1920, 955]
town-marker: [1223, 1388, 1230, 1394]
article-headline: COMMENT ON THE SITUATION: [655, 865, 850, 880]
article-text: The condition of the Kaiserin is worse, heart-weakness having increased. Bulletins are not published, through fear of alarming the public.—Aus.-N.Z. Cable Assn.: [757, 1161, 965, 1188]
article-subhead: BIGGEST FOR FIFTY YEARS.: [1516, 1109, 1645, 1119]
dateline: Sydney, August 29.: [1398, 639, 1452, 648]
article-text: The meat ration allowed respectively to the armies in the field of the principal belligerent nations is as follows:—Great Britain, 1lb. 1/4 ounce per day; France, 14lb.; Austria, 14lb.; Germany, 10lb. 2oz.; Italy, 10lb. 14oz. The number of shipworkers in the United States has increased from 40,000 in January to the present total of 360,000.: [1709, 1054, 1920, 1109]
article-text: The New Zealand editors inspected the Dominion Offices in the Strand, and were entertained by the High Commissioner (Sir Thomas Mackenzie).—Aus.-N.Z. Cable Assn.: [1470, 1225, 1692, 1252]
dateline: London, August 28.: [1864, 509, 1920, 517]
column-6: [1702, 54, 1927, 1932]
received-time: (Rec. August 29, 7.30 p.m.): [1536, 469, 1626, 478]
article-headline: SUCCESSFUL ATTACK BY THE BELGIANS: [619, 580, 886, 595]
article-headline: I.W.W. INQUIRY IN SYDNEY: [1281, 615, 1401, 626]
dateline: London, August 28.: [1157, 537, 1213, 546]
received-time: (Rec. August 30, 1.40 a.m.): [707, 805, 797, 815]
dateline: London, August 28.: [1636, 1133, 1692, 1141]
masthead-title: THE DOMINION, FRIDAY, AUGUST 30, 1918.: [680, 7, 1262, 34]
divider: [221, 1098, 320, 1099]
headline-main: BEYOND THE HINDENBURG LINE: [58, 54, 483, 172]
article-text: Sir Douglas Haig reports: "The Australians vigorously advanced and reached a general line from Fresnes to Herbecourt, the enemy stubbornly resisting before the progress of the Australians and Frise and Peronne. On the north bank of the Somme we captured Curlu and Hardecourt after hard fighting, advancing in the direction of Maurepas. Between Bapaume and the Scarpe we attacked all day and made progress at all points, the Londoners gradually outflanking the enemy, who obstinately resisted. We captured Croisilles. The English fought their way towards Vaulx-Vraucourt and north-east of Fontaine-les-Croisilles. After severe day-long fighting the Canadians drove the enemy out of several defended localities and important trench systems, and captured Boiry-Notre Dame and Pelves. We took prisoners in these operations, and also advanced our line northward of Lecon."—Aus.-N.Z. Cable Assn.-Reuter.: [539, 383, 965, 447]
divider: [221, 421, 320, 422]
town-label: ARRAS: [1201, 1607, 1247, 1622]
town-label: BETHUNE: [1131, 1483, 1196, 1498]
article-headline: ATROCITIES IN FINLAND: [1525, 268, 1636, 279]
divider: [710, 652, 795, 653]
dateline: Amsterdam, August 28.: [1626, 214, 1692, 222]
article-headline: ZEEBRUGGE HEROES: [1743, 54, 1886, 69]
divider: [1470, 540, 1692, 542]
article-headline: REACTIONISTS NOT WANTED IN FINLAND: [1486, 176, 1675, 187]
dateline: Melbourne, August 29.: [1855, 854, 1920, 862]
article-subhead: ALLIES BREAK INTO NEW GROUND: [984, 124, 1213, 139]
dateline: London, August 28.: [910, 766, 965, 774]
article-headline: THE P. & O. BOOM: [1300, 694, 1382, 704]
